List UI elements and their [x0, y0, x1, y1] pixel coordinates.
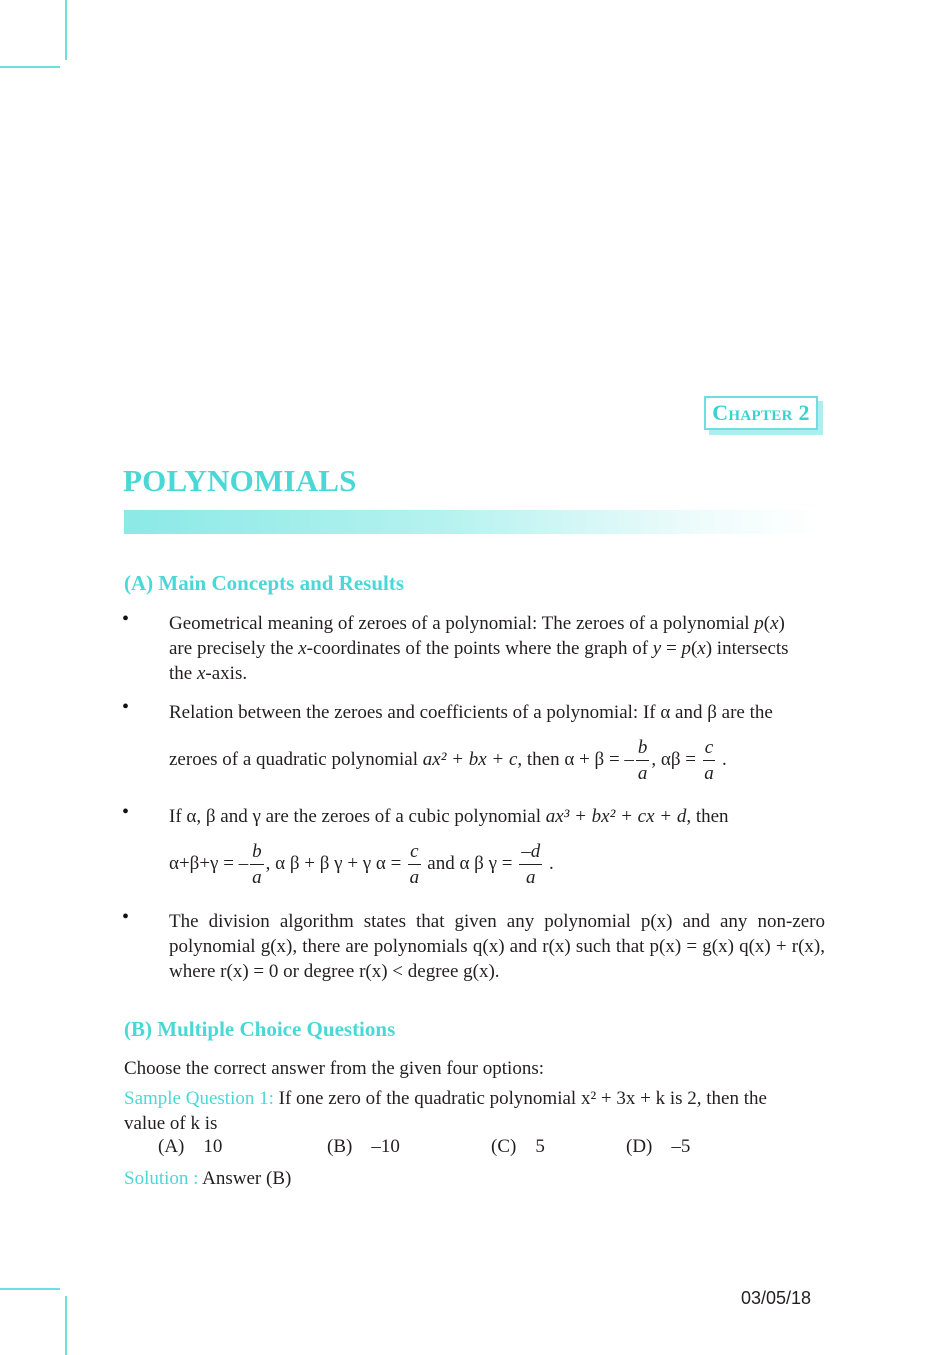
- option-b: (B) –10: [327, 1136, 400, 1157]
- bullet-1: •: [122, 608, 130, 630]
- crop-mark-top-horizontal: [0, 66, 60, 68]
- concept-zeroes-geometry: Geometrical meaning of zeroes of a polynomial: The zeroes of a polynomial p(x) are precisely the x-coordinates of the points where the graph of y = p(x) intersects the x-axis.: [169, 613, 789, 684]
- concept-quadratic-relation-line2: zeroes of a quadratic polynomial ax² + bx + c, then α + β = – $\frac{b}{a}$ , αβ = $\frac{c}{a}$ .: [169, 737, 727, 784]
- concept-quadratic-relation-line1: Relation between the zeroes and coefficients of a polynomial: If α and β are the: [169, 702, 773, 723]
- instruction-text: Choose the correct answer from the given four options:: [124, 1058, 544, 1079]
- sample-question-line2: value of k is: [124, 1113, 218, 1134]
- option-c: (C) 5: [491, 1136, 545, 1157]
- crop-mark-top-vertical: [65, 0, 67, 60]
- fraction-c-over-a: $\frac{c}{a}$: [704, 737, 714, 784]
- concept-cubic-relation-line1: If α, β and γ are the zeroes of a cubic polynomial ax³ + bx² + cx + d, then: [169, 806, 729, 827]
- option-d: (D) –5: [626, 1136, 691, 1157]
- fraction-b-over-a: $\frac{b}{a}$: [637, 737, 648, 784]
- crop-mark-bottom-vertical: [65, 1296, 67, 1355]
- section-b-heading: (B) Multiple Choice Questions: [124, 1017, 396, 1041]
- bullet-3: •: [122, 801, 130, 823]
- fraction-minus-d-over-a: $\frac{-d}{a}$: [521, 841, 541, 888]
- bullet-4: •: [122, 906, 130, 928]
- fraction-c-over-a-cubic: $\frac{c}{a}$: [409, 841, 420, 888]
- solution-label: Solution :: [124, 1168, 199, 1189]
- bullet-2: •: [122, 696, 130, 718]
- title-underline-bar: [124, 510, 820, 534]
- concept-cubic-relation-line2: α+β+γ = – $\frac{b}{a}$ , α β + β γ + γ α = $\frac{c}{a}$ and α β γ = $\frac{-d}{a}$ .: [169, 841, 554, 888]
- sample-question-label: Sample Question 1:: [124, 1088, 274, 1109]
- crop-mark-bottom-horizontal: [0, 1288, 60, 1290]
- option-a: (A) 10: [158, 1136, 223, 1157]
- footer-date: 03/05/18: [741, 1288, 812, 1308]
- sample-question-line1: Sample Question 1: If one zero of the quadratic polynomial x² + 3x + k is 2, then the: [124, 1088, 767, 1109]
- fraction-b-over-a-cubic: $\frac{b}{a}$: [252, 841, 262, 888]
- chapter-label: Chapter 2: [704, 396, 818, 430]
- page-title: POLYNOMIALS: [123, 463, 357, 498]
- solution-line: Solution : Answer (B): [124, 1168, 292, 1189]
- concept-division-algorithm: The division algorithm states that given any polynomial p(x) and any non-zero polynomial g(x), there are polynomials q(x) and r(x) such that p(x) = g(x) q(x) + r(x), where r(x) = 0 or degree r(x) < degree g(x).: [169, 911, 825, 982]
- section-a-heading: (A) Main Concepts and Results: [124, 571, 405, 595]
